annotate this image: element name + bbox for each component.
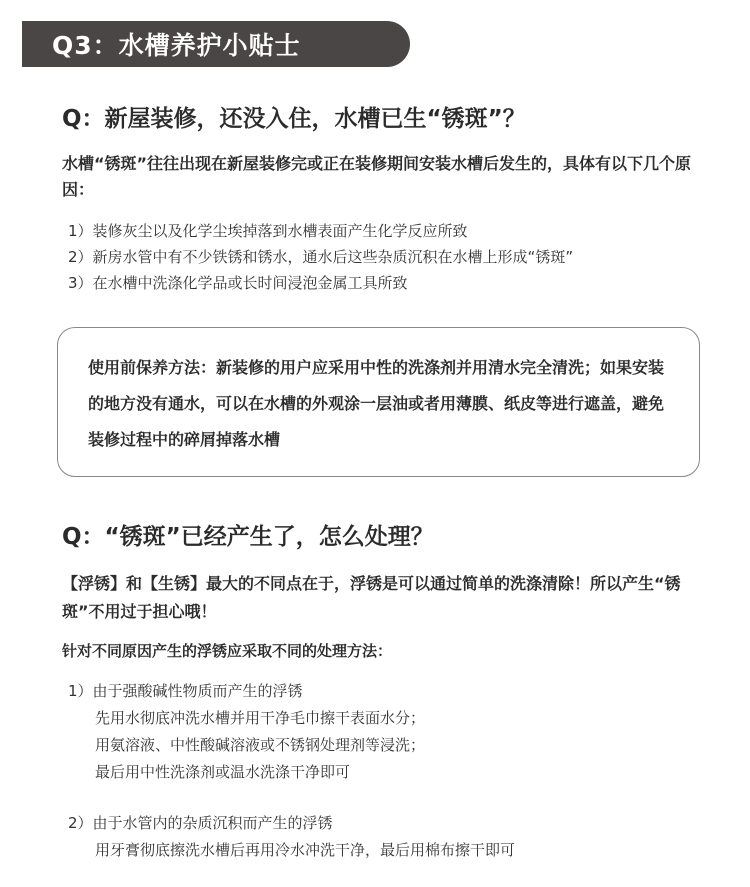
maintenance-tip-text: 使用前保养方法：新装修的用户应采用中性的洗涤剂并用清水完全清洗；如果安装的地方没有通水，可以在水槽的外观涂一层油或者用薄膜、纸皮等进行遮盖，避免装修过程中的碎屑掉落水槽 [88,358,665,449]
list-item: 1）装修灰尘以及化学尘埃掉落到水槽表面产生化学反应所致 [68,222,468,240]
method-title: 2）由于水管内的杂质沉积而产生的浮锈 [68,814,333,832]
list-item: 2）新房水管中有不少铁锈和锈水，通水后这些杂质沉积在水槽上形成“锈斑” [68,248,574,266]
method-step: 用牙膏彻底擦洗水槽后再用冷水冲洗干净，最后用棉布擦干即可 [95,841,516,859]
banner-title: Q3：水槽养护小贴士 [52,31,301,60]
method-step: 最后用中性洗涤剂或温水洗涤干净即可 [95,763,351,781]
rust-cause-list [68,218,708,296]
treatment-lead-text: 针对不同原因产生的浮锈应采取不同的处理方法： [62,642,393,660]
rust-cause-intro: 水槽“锈斑”往往出现在新屋装修完或正在装修期间安装水槽后发生的，具体有以下几个原因： [62,154,692,199]
treatment-method-1 [68,678,425,786]
question-rust-treatment: Q：“锈斑”已经产生了，怎么处理？ [62,524,434,550]
maintenance-tip-box [57,327,700,477]
section-banner [22,21,410,67]
rust-difference-text: 【浮锈】和【生锈】最大的不同点在于，浮锈是可以通过简单的洗涤清除！所以产生“锈斑”不用过于担心哦！ [62,574,681,621]
question-new-house-rust: Q：新屋装修，还没入住，水槽已生“锈斑”？ [62,106,526,132]
method-step: 先用水彻底冲洗水槽并用干净毛巾擦干表面水分； [95,709,426,727]
treatment-method-2 [68,810,515,864]
method-step: 用氨溶液、中性酸碱溶液或不锈钢处理剂等浸洗； [95,736,426,754]
list-item: 3）在水槽中洗涤化学品或长时间浸泡金属工具所致 [68,274,408,292]
method-title: 1）由于强酸碱性物质而产生的浮锈 [68,682,303,700]
